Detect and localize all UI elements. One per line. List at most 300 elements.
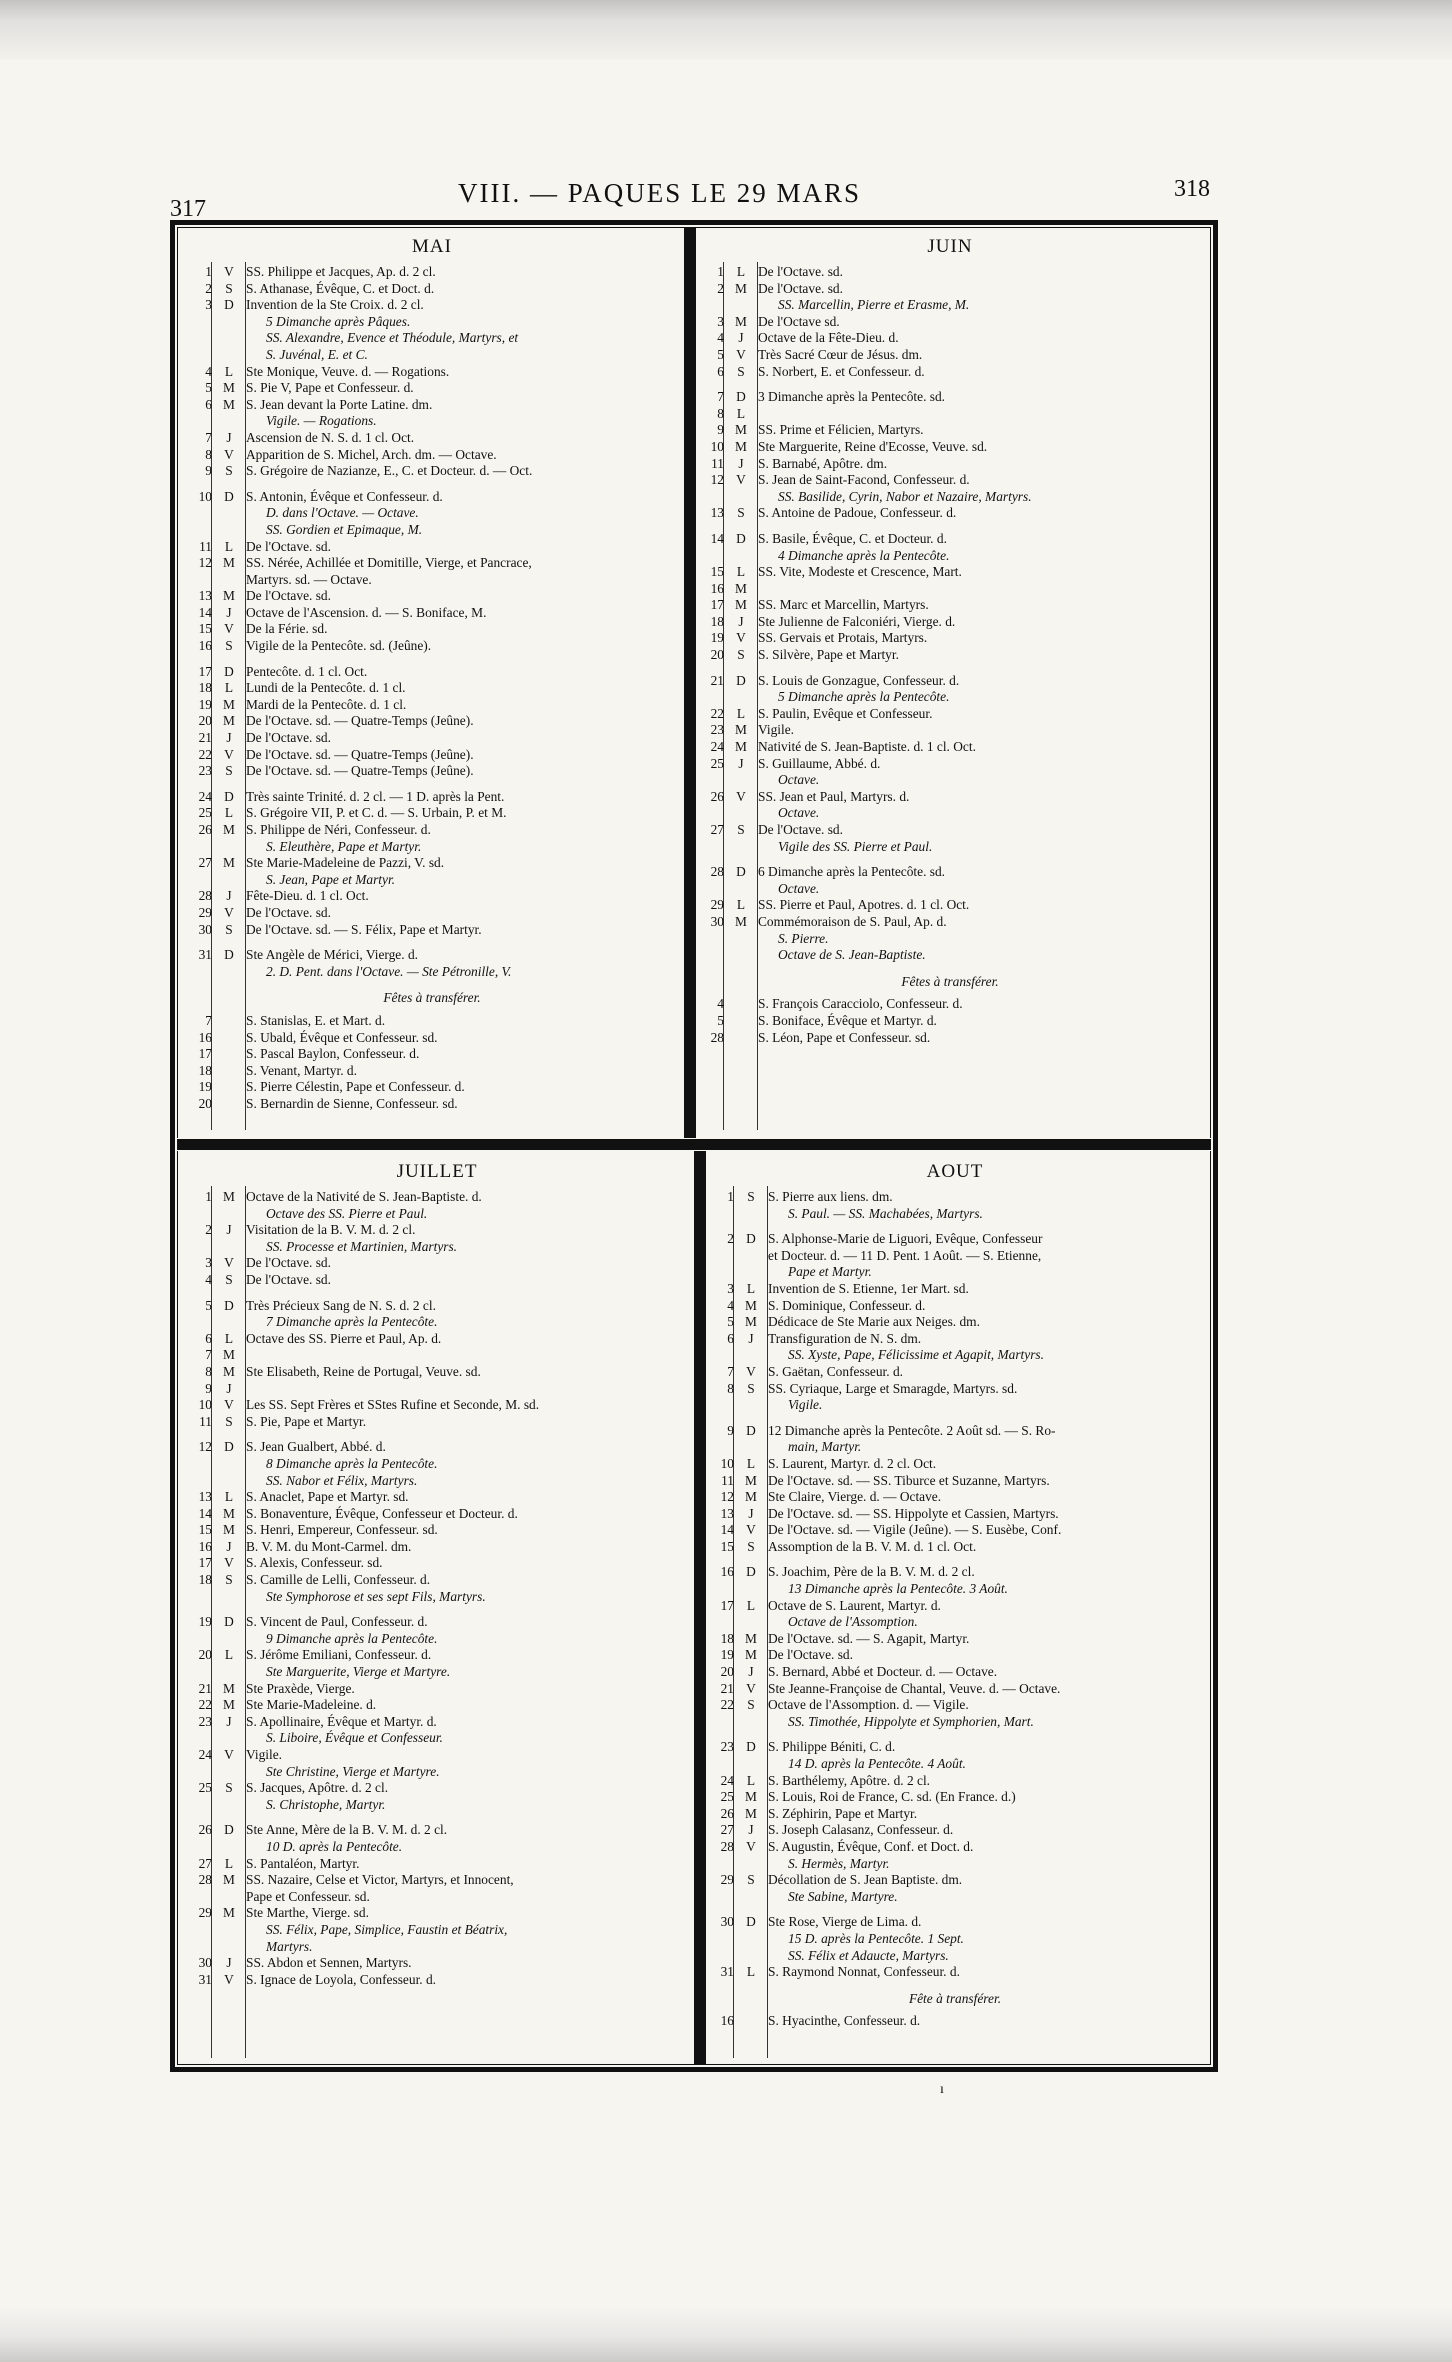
week-gap: [694, 522, 1206, 531]
weekday-letter: [734, 1248, 768, 1265]
calendar-may: [182, 230, 682, 1113]
weekday-letter: J: [748, 1822, 754, 1838]
feast-text: SS. Nérée, Achillée et Domitille, Vierge, et Pancrace,: [246, 555, 532, 571]
weekday-letter: [212, 1030, 246, 1047]
calendar-row: [704, 1189, 1206, 1206]
day-number: [694, 772, 724, 789]
weekday-letter: [734, 1439, 768, 1456]
calendar-row: [182, 947, 682, 964]
weekday-letter: D: [746, 1231, 756, 1247]
day-number: 2: [717, 280, 724, 296]
day-number: [704, 1264, 734, 1281]
feast-text: S. Dominique, Confesseur. d.: [768, 1297, 926, 1313]
weekday-letter: D: [224, 947, 234, 963]
weekday-letter: V: [736, 630, 746, 646]
weekday-letter: L: [224, 1647, 234, 1663]
day-number: [704, 1248, 734, 1265]
weekday-letter: [212, 1206, 246, 1223]
day-number: [182, 1239, 212, 1256]
calendar-row: [182, 1730, 692, 1747]
day-number: 24: [198, 788, 212, 804]
weekday-letter: D: [224, 788, 234, 804]
feast-text: Dédicace de Ste Marie aux Neiges. dm.: [768, 1314, 980, 1330]
day-number: 27: [198, 855, 212, 871]
feast-text: S. Silvère, Pape et Martyr.: [758, 647, 899, 663]
day-number: [182, 964, 212, 981]
day-number: 2: [205, 1222, 212, 1238]
calendar-row: [704, 1806, 1206, 1823]
calendar-row: [182, 430, 682, 447]
calendar-row: [704, 1697, 1206, 1714]
week-gap: [182, 1430, 692, 1439]
day-number: 10: [720, 1455, 734, 1471]
calendar-row: [182, 621, 682, 638]
weekday-letter: J: [226, 888, 232, 904]
feast-text: De l'Octave. sd.: [758, 264, 843, 279]
weekday-letter: [734, 1856, 768, 1873]
calendar-row: [704, 1539, 1206, 1556]
day-number: 18: [198, 1572, 212, 1588]
calendar-row: [182, 1206, 692, 1223]
day-number: 23: [198, 763, 212, 779]
weekday-letter: [724, 1013, 758, 1030]
calendar-row: [182, 888, 682, 905]
commemoration-text: Octave de S. Jean-Baptiste.: [778, 947, 926, 963]
weekday-letter: [212, 1456, 246, 1473]
weekday-letter: [212, 1013, 246, 1030]
feast-text: Ste Elisabeth, Reine de Portugal, Veuve. sd.: [246, 1363, 481, 1379]
feast-text: S. Anaclet, Pape et Martyr. sd.: [246, 1489, 409, 1505]
day-number: 25: [198, 805, 212, 821]
day-number: 16: [198, 638, 212, 654]
calendar-row: [182, 1664, 692, 1681]
feast-text: S. Barthélemy, Apôtre. d. 2 cl.: [768, 1772, 931, 1788]
feast-text: Assomption de la B. V. M. d. 1 cl. Oct.: [768, 1538, 977, 1554]
day-number: [704, 1581, 734, 1598]
page-number-left: 317: [170, 196, 206, 222]
calendar-row: [182, 1555, 692, 1572]
feast-text: Lundi de la Pentecôte. d. 1 cl.: [246, 680, 406, 696]
feast-text: Mardi de la Pentecôte. d. 1 cl.: [246, 696, 407, 712]
day-number: 3: [205, 1255, 212, 1271]
feast-text: Pape et Confesseur. sd.: [246, 1888, 370, 1904]
feast-text: De l'Octave. sd. — Quatre-Temps (Jeûne).: [246, 746, 474, 762]
feast-text: Les SS. Sept Frères et SStes Rufine et Seconde, M. sd.: [246, 1397, 540, 1413]
weekday-letter: J: [748, 1664, 754, 1680]
day-number: [694, 839, 724, 856]
calendar-row: [694, 548, 1206, 565]
calendar-row: [704, 1739, 1206, 1756]
day-number: [704, 1206, 734, 1223]
feast-text: De l'Octave. sd.: [246, 904, 331, 920]
day-number: 14: [720, 1522, 734, 1538]
weekday-letter: [212, 1096, 246, 1113]
commemoration-text: 14 D. après la Pentecôte. 4 Août.: [788, 1756, 966, 1771]
calendar-row: [182, 1572, 692, 1589]
weekday-letter: V: [746, 1680, 756, 1696]
calendar-row: [694, 772, 1206, 789]
day-number: 6: [717, 363, 724, 379]
feast-text: S. Boniface, Évêque et Martyr. d.: [758, 1012, 937, 1028]
day-number: 17: [198, 1046, 212, 1062]
feast-text: Martyrs. sd. — Octave.: [246, 571, 372, 587]
day-number: 27: [720, 1822, 734, 1838]
weekday-letter: M: [745, 1630, 757, 1646]
feast-text: Décollation de S. Jean Baptiste. dm.: [768, 1872, 963, 1888]
day-number: 19: [198, 1614, 212, 1630]
weekday-letter: M: [745, 1789, 757, 1805]
feast-text: SS. Pierre et Paul, Apotres. d. 1 cl. Oct.: [758, 897, 970, 913]
day-number: 9: [727, 1422, 734, 1438]
day-number: 4: [205, 1271, 212, 1287]
weekday-letter: [734, 1397, 768, 1414]
calendar-row: [694, 1013, 1206, 1030]
day-number: 4: [205, 363, 212, 379]
commemoration-text: 2. D. Pent. dans l'Octave. — Ste Pétronille, V.: [266, 963, 512, 979]
weekday-letter: [734, 1889, 768, 1906]
weekday-letter: [724, 931, 758, 948]
commemoration-text: S. Jean, Pape et Martyr.: [266, 871, 396, 887]
feast-text: S. Raymond Nonnat, Confesseur. d.: [768, 1964, 960, 1980]
transfer-heading: Fête à transférer.: [908, 1990, 1002, 2006]
calendar-row: [704, 1347, 1206, 1364]
calendar-row: [694, 614, 1206, 631]
feast-text: S. Jérôme Emiliani, Confesseur. d.: [246, 1647, 432, 1663]
calendar-row: [694, 789, 1206, 806]
feast-text: De l'Octave. sd. — S. Agapit, Martyr.: [768, 1630, 970, 1646]
day-number: 15: [198, 621, 212, 637]
calendar-row: [182, 713, 682, 730]
day-number: 23: [720, 1739, 734, 1755]
feast-text: S. Pie V, Pape et Confesseur. d.: [246, 380, 414, 396]
weekday-letter: M: [223, 1905, 235, 1921]
commemoration-text: SS. Processe et Martinien, Martyrs.: [266, 1238, 458, 1254]
calendar-row: [182, 855, 682, 872]
day-number: [182, 522, 212, 539]
day-number: 26: [198, 1822, 212, 1838]
weekday-letter: D: [224, 1822, 234, 1838]
day-number: 22: [198, 746, 212, 762]
day-number: 5: [205, 380, 212, 396]
weekday-letter: [724, 297, 758, 314]
day-number: 13: [198, 588, 212, 604]
feast-text: De l'Octave. sd.: [758, 822, 843, 837]
calendar-row: [694, 689, 1206, 706]
day-number: 11: [721, 1472, 734, 1488]
feast-text: Ste Jeanne-Françoise de Chantal, Veuve. d. — Octave.: [768, 1680, 1061, 1696]
feast-text: Commémoraison de S. Paul, Ap. d.: [758, 913, 947, 929]
feast-text: S. Laurent, Martyr. d. 2 cl. Oct.: [768, 1455, 937, 1471]
weekday-letter: [212, 1764, 246, 1781]
weekday-letter: M: [735, 913, 747, 929]
day-number: 28: [720, 1838, 734, 1854]
calendar-row: [694, 422, 1206, 439]
day-number: 10: [198, 488, 212, 504]
calendar-row: [694, 389, 1206, 406]
feast-text: S. Guillaume, Abbé. d.: [758, 755, 881, 771]
day-number: 20: [720, 1664, 734, 1680]
day-number: [704, 1614, 734, 1631]
day-number: 14: [198, 604, 212, 620]
feast-text: S. Bernard, Abbé et Docteur. d. — Octave.: [768, 1664, 998, 1680]
day-number: [182, 330, 212, 347]
feast-text: S. Alphonse-Marie de Liguori, Evêque, Confesseur: [768, 1231, 1043, 1247]
feast-text: Octave de la Nativité de S. Jean-Baptiste. d.: [246, 1189, 482, 1204]
calendar-row: [704, 1456, 1206, 1473]
calendar-row: [694, 456, 1206, 473]
calendar-row: [694, 897, 1206, 914]
day-number: [704, 1439, 734, 1456]
calendar-row: [182, 330, 682, 347]
day-number: [182, 839, 212, 856]
feast-text: [758, 406, 1206, 423]
day-number: 25: [198, 1780, 212, 1796]
day-number: 19: [198, 696, 212, 712]
day-number: 9: [205, 1380, 212, 1396]
transfer-heading: Fêtes à transférer.: [901, 973, 999, 989]
calendar-row: [182, 1589, 692, 1606]
calendar-row: [694, 347, 1206, 364]
calendar-row: [704, 1264, 1206, 1281]
day-number: 23: [710, 722, 724, 738]
feast-text: Ste Marguerite, Reine d'Ecosse, Veuve. sd.: [758, 438, 988, 454]
week-gap: [182, 1605, 692, 1614]
feast-text: Très sainte Trinité. d. 2 cl. — 1 D. après la Pent.: [246, 788, 505, 804]
feast-text: S. Barnabé, Apôtre. dm.: [758, 455, 888, 471]
weekday-letter: [724, 689, 758, 706]
calendar-row: [182, 297, 682, 314]
week-gap: [182, 1289, 692, 1298]
transfer-heading: Fêtes à transférer.: [383, 990, 481, 1006]
day-number: [694, 489, 724, 506]
commemoration-text: S. Eleuthère, Pape et Martyr.: [266, 838, 422, 854]
day-number: 12: [198, 555, 212, 571]
calendar-row: [694, 756, 1206, 773]
feast-text: et Docteur. d. — 11 D. Pent. 1 Août. — S. Etienne,: [768, 1247, 1042, 1263]
weekday-letter: M: [223, 1697, 235, 1713]
calendar-row: [694, 281, 1206, 298]
weekday-letter: M: [223, 855, 235, 871]
calendar-row: [704, 1564, 1206, 1581]
feast-text: De l'Octave. sd. — S. Félix, Pape et Martyr.: [246, 921, 482, 937]
calendar-row: [694, 505, 1206, 522]
day-number: 21: [720, 1680, 734, 1696]
feast-text: SS. Prime et Félicien, Martyrs.: [758, 422, 924, 438]
feast-text: S. Pierre Célestin, Pape et Confesseur. d.: [246, 1079, 465, 1095]
weekday-letter: V: [736, 346, 746, 362]
calendar-row: [182, 1539, 692, 1556]
calendar-row: [704, 1473, 1206, 1490]
commemoration-text: Octave de l'Assomption.: [788, 1614, 918, 1630]
day-number: 28: [710, 1029, 724, 1045]
day-number: 17: [198, 1555, 212, 1571]
weekday-letter: M: [735, 313, 747, 329]
weekday-letter: J: [226, 730, 232, 746]
weekday-letter: L: [224, 680, 234, 696]
feast-text: S. Louis, Roi de France, C. sd. (En France. d.): [768, 1789, 1016, 1805]
weekday-letter: M: [745, 1805, 757, 1821]
feast-text: S. Joseph Calasanz, Confesseur. d.: [768, 1822, 954, 1838]
day-number: 25: [710, 755, 724, 771]
day-number: [694, 881, 724, 898]
weekday-letter: M: [735, 422, 747, 438]
calendar-row: [182, 1298, 692, 1315]
day-number: 29: [720, 1872, 734, 1888]
day-number: 14: [198, 1505, 212, 1521]
day-number: [704, 1347, 734, 1364]
day-number: 13: [720, 1505, 734, 1521]
day-number: 17: [710, 597, 724, 613]
week-gap: [182, 480, 682, 489]
calendar-row: [704, 1714, 1206, 1731]
commemoration-text: 7 Dimanche après la Pentecôte.: [266, 1314, 438, 1330]
commemoration-text: SS. Nabor et Félix, Martyrs.: [266, 1472, 418, 1488]
calendar-row: [182, 1839, 692, 1856]
weekday-letter: L: [746, 1280, 756, 1296]
calendar-row: [694, 439, 1206, 456]
calendar-row: [704, 1397, 1206, 1414]
calendar-row: [704, 2013, 1206, 2030]
calendar-row: [704, 1948, 1206, 1965]
commemoration-text: Vigile des SS. Pierre et Paul.: [778, 838, 933, 854]
day-number: 11: [199, 538, 212, 554]
calendar-row: [182, 447, 682, 464]
weekday-letter: S: [225, 1780, 233, 1796]
day-number: 26: [720, 1805, 734, 1821]
commemoration-text: Martyrs.: [266, 1938, 313, 1954]
day-number: 5: [727, 1314, 734, 1330]
weekday-letter: [734, 1347, 768, 1364]
commemoration-text: 9 Dimanche après la Pentecôte.: [266, 1630, 438, 1646]
feast-text: S. Vincent de Paul, Confesseur. d.: [246, 1614, 428, 1630]
day-number: [182, 872, 212, 889]
weekday-letter: M: [745, 1297, 757, 1313]
calendar-row: [182, 789, 682, 806]
feast-text: S. Augustin, Évêque, Conf. et Doct. d.: [768, 1838, 974, 1854]
weekday-letter: [734, 2013, 768, 2030]
day-number: 13: [198, 1489, 212, 1505]
feast-text: De l'Octave. sd. — Quatre-Temps (Jeûne).: [246, 763, 474, 779]
calendar-row: [182, 463, 682, 480]
feast-text: S. Philippe Béniti, C. d.: [768, 1739, 896, 1755]
day-number: 7: [205, 1012, 212, 1028]
calendar-row: [694, 914, 1206, 931]
feast-text: S. Antoine de Padoue, Confesseur. d.: [758, 505, 957, 521]
weekday-letter: [724, 805, 758, 822]
weekday-letter: S: [737, 822, 745, 837]
weekday-letter: [734, 1206, 768, 1223]
feast-text: S. Venant, Martyr. d.: [246, 1062, 357, 1078]
feast-text: S. Jacques, Apôtre. d. 2 cl.: [246, 1780, 389, 1796]
calendar-row: [182, 1013, 682, 1030]
weekday-letter: L: [746, 1455, 756, 1471]
weekday-letter: V: [746, 1363, 756, 1379]
month-title: JUIN: [927, 236, 973, 257]
calendar-row: [182, 1939, 692, 1956]
calendar-row: [182, 588, 682, 605]
weekday-letter: V: [746, 1838, 756, 1854]
day-number: 24: [198, 1747, 212, 1762]
day-number: [182, 505, 212, 522]
weekday-letter: D: [224, 488, 234, 504]
week-gap: [182, 938, 682, 947]
weekday-letter: V: [224, 904, 234, 920]
day-number: 30: [720, 1914, 734, 1930]
feast-text: Vigile.: [758, 722, 795, 738]
feast-text: Ste Rose, Vierge de Lima. d.: [768, 1914, 922, 1930]
day-number: 31: [198, 1971, 212, 1987]
day-number: 1: [727, 1189, 734, 1204]
feast-text: S. Bonaventure, Évêque, Confesseur et Docteur. d.: [246, 1505, 518, 1521]
commemoration-text: S. Pierre.: [778, 930, 829, 946]
calendar-row: [704, 1931, 1206, 1948]
day-number: [182, 1839, 212, 1856]
day-number: [182, 1206, 212, 1223]
weekday-letter: [212, 347, 246, 364]
day-number: 7: [205, 429, 212, 445]
commemoration-text: Octave.: [778, 805, 820, 821]
day-number: 10: [198, 1397, 212, 1413]
weekday-letter: M: [223, 588, 235, 604]
weekday-letter: V: [746, 1522, 756, 1538]
weekday-letter: M: [745, 1472, 757, 1488]
calendar-row: [182, 839, 682, 856]
commemoration-text: D. dans l'Octave. — Octave.: [266, 505, 419, 521]
weekday-letter: S: [747, 1189, 755, 1204]
day-number: 20: [710, 647, 724, 663]
weekday-letter: [212, 330, 246, 347]
calendar-row: [694, 564, 1206, 581]
calendar-row: [182, 1255, 692, 1272]
commemoration-text: 15 D. après la Pentecôte. 1 Sept.: [788, 1930, 964, 1946]
weekday-letter: M: [223, 696, 235, 712]
day-number: 6: [727, 1330, 734, 1346]
weekday-letter: M: [223, 380, 235, 396]
day-number: 18: [198, 680, 212, 696]
day-number: [694, 931, 724, 948]
day-number: 15: [198, 1522, 212, 1538]
weekday-letter: [724, 881, 758, 898]
feast-text: [246, 1347, 692, 1364]
day-number: 11: [711, 455, 724, 471]
weekday-letter: M: [223, 1363, 235, 1379]
day-number: 4: [727, 1297, 734, 1313]
weekday-letter: [212, 413, 246, 430]
calendar-row: [182, 905, 682, 922]
calendar-row: [182, 1314, 692, 1331]
calendar-row: [704, 1364, 1206, 1381]
day-number: [182, 1631, 212, 1648]
feast-text: De l'Octave. sd.: [768, 1647, 853, 1663]
calendar-row: [704, 1506, 1206, 1523]
weekday-letter: D: [736, 530, 746, 546]
day-number: 20: [198, 1647, 212, 1663]
feast-text: Octave de l'Assomption. d. — Vigile.: [768, 1697, 969, 1713]
calendar-row: [704, 1248, 1206, 1265]
week-gap: [182, 655, 682, 664]
feast-text: 6 Dimanche après la Pentecôte. sd.: [758, 864, 946, 880]
week-gap: [704, 1222, 1206, 1231]
weekday-letter: V: [224, 1255, 234, 1271]
weekday-letter: [212, 522, 246, 539]
calendar-row: [704, 1489, 1206, 1506]
weekday-letter: D: [224, 1439, 234, 1455]
feast-text: S. Athanase, Évêque, C. et Doct. d.: [246, 280, 435, 296]
calendar-row: [182, 1063, 682, 1080]
weekday-letter: [212, 1839, 246, 1856]
feast-text: S. Henri, Empereur, Confesseur. sd.: [246, 1522, 438, 1538]
weekday-letter: L: [224, 1855, 234, 1871]
